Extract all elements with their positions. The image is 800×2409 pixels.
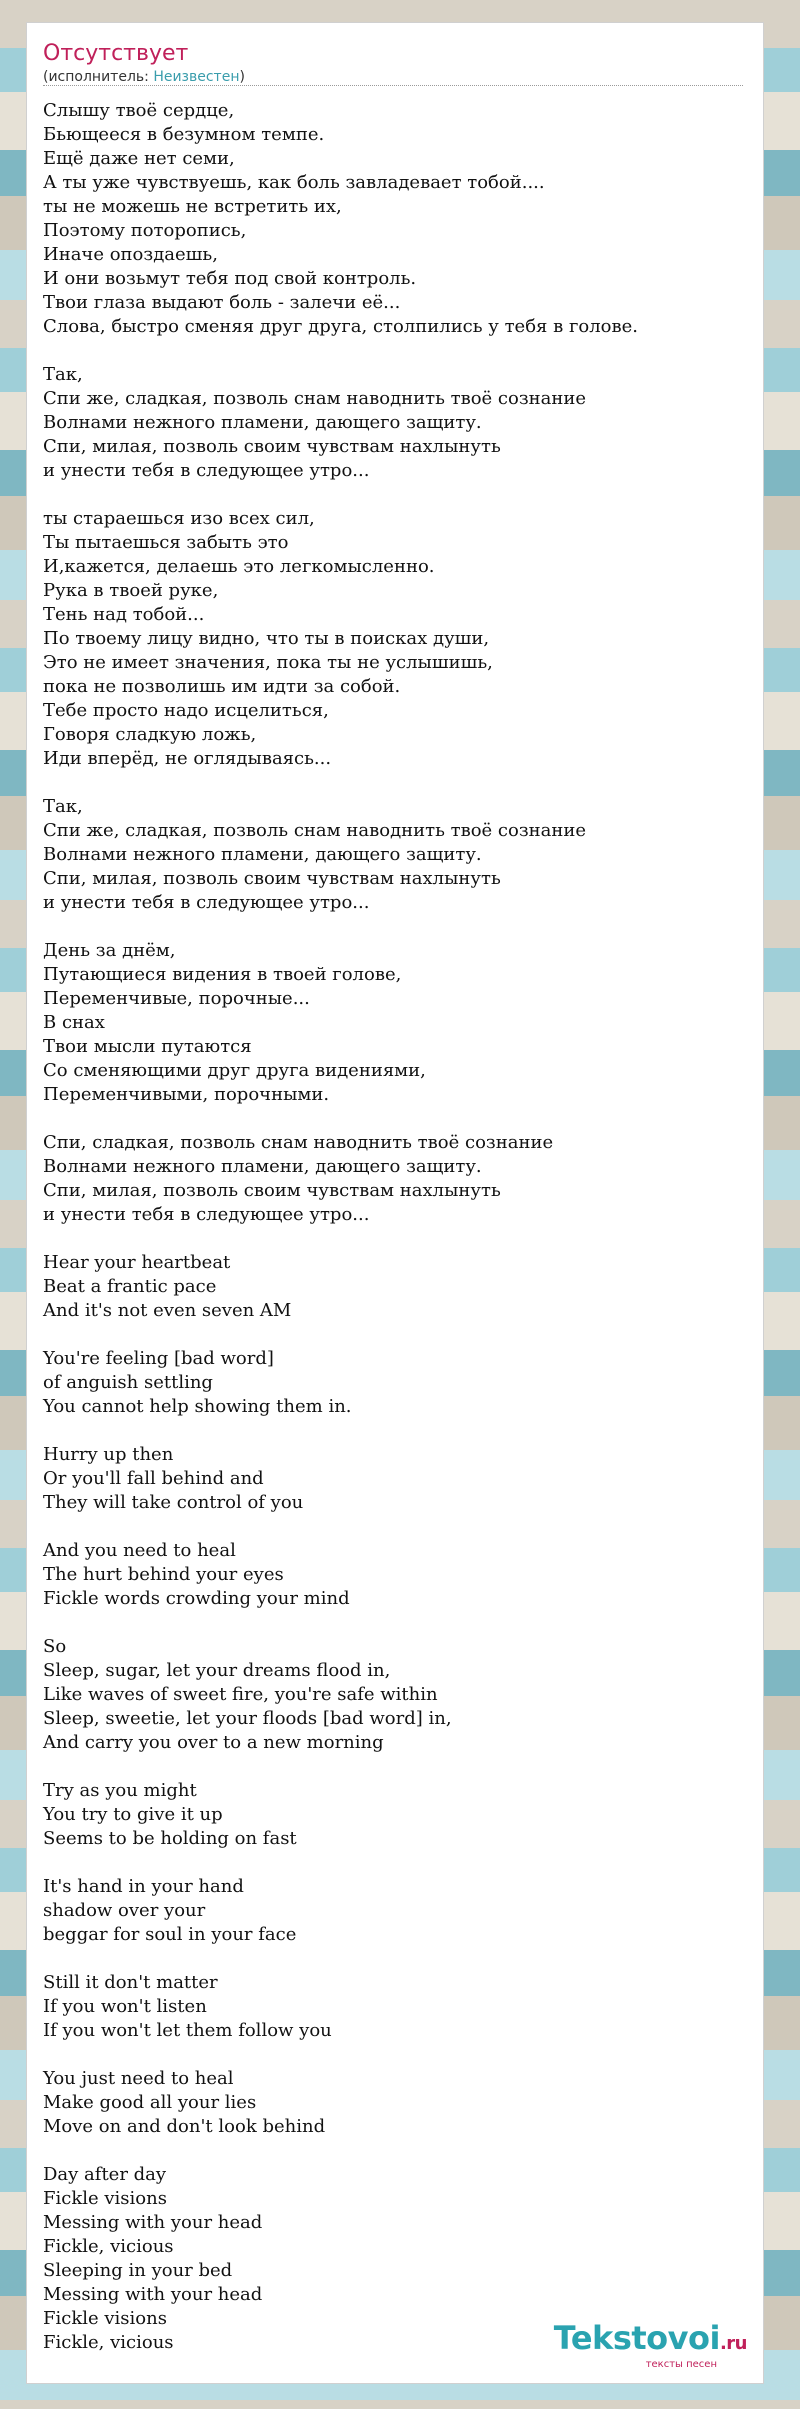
artist-link[interactable]: Неизвестен [153, 69, 240, 85]
lyric-line: Fickle visions [43, 2188, 167, 2209]
lyric-line: Спи, милая, позволь своим чувствам нахлынуть [43, 1180, 501, 1201]
lyric-line: По твоему лицу видно, что ты в поисках души, [43, 628, 490, 649]
lyric-line: So [43, 1636, 67, 1657]
lyric-line: Ещё даже нет семи, [43, 148, 235, 169]
stanza-break [43, 771, 743, 795]
artist-prefix: (исполнитель: [43, 69, 154, 85]
lyric-line: Со сменяющими друг друга видениями, [43, 1060, 426, 1081]
lyric-line: Иначе опоздаешь, [43, 244, 218, 265]
lyric-line: И они возьмут тебя под свой контроль. [43, 268, 417, 289]
lyric-line: А ты уже чувствуешь, как боль завладевает тобой.... [43, 172, 545, 193]
lyric-line: Sleep, sugar, let your dreams flood in, [43, 1660, 391, 1681]
artist-suffix: ) [239, 69, 245, 85]
lyric-line: And it's not even seven AM [43, 1300, 292, 1321]
lyric-line: of anguish settling [43, 1372, 213, 1393]
lyric-line: Рука в твоей руке, [43, 580, 219, 601]
lyric-line: Волнами нежного пламени, дающего защиту. [43, 1156, 482, 1177]
lyric-line: Путающиеся видения в твоей голове, [43, 964, 402, 985]
lyric-line: Волнами нежного пламени, дающего защиту. [43, 844, 482, 865]
stanza-break [43, 1755, 743, 1779]
lyric-line: ты стараешься изо всех сил, [43, 508, 315, 529]
lyric-line: The hurt behind your eyes [43, 1564, 284, 1585]
lyric-line: beggar for soul in your face [43, 1924, 297, 1945]
lyric-line: Это не имеет значения, пока ты не услышишь, [43, 652, 493, 673]
lyric-line: В снах [43, 1012, 105, 1033]
lyric-line: Ты пытаешься забыть это [43, 532, 289, 553]
artist-line [43, 69, 245, 85]
lyric-line: и унести тебя в следующее утро... [43, 892, 370, 913]
lyric-line: You try to give it up [43, 1804, 223, 1825]
lyric-line: Beat a frantic pace [43, 1276, 217, 1297]
lyric-line: Fickle, vicious [43, 2332, 174, 2353]
lyric-line: ты не можешь не встретить их, [43, 196, 342, 217]
logo-name: Tekstovoi [553, 2319, 720, 2357]
lyric-line: You cannot help showing them in. [43, 1396, 352, 1417]
lyric-line: If you won't let them follow you [43, 2020, 332, 2041]
lyric-line: И,кажется, делаешь это легкомысленно. [43, 556, 435, 577]
lyric-line: And you need to heal [43, 1540, 236, 1561]
stanza-break [43, 1851, 743, 1875]
lyric-line: Try as you might [43, 1780, 197, 1801]
stanza-break [43, 2043, 743, 2067]
stanza-break [43, 1107, 743, 1131]
lyric-line: Fickle visions [43, 2308, 167, 2329]
logo-tagline: тексты песен [645, 2359, 717, 2370]
lyric-line: пока не позволишь им идти за собой. [43, 676, 401, 697]
lyric-line: Говоря сладкую ложь, [43, 724, 257, 745]
lyric-line: They will take control of you [43, 1492, 304, 1513]
lyric-line: Messing with your head [43, 2212, 263, 2233]
lyric-line: Sleep, sweetie, let your floods [bad word] in, [43, 1708, 452, 1729]
lyric-line: и унести тебя в следующее утро... [43, 1204, 370, 1225]
lyric-line: Sleeping in your bed [43, 2260, 233, 2281]
lyric-line: Так, [43, 796, 83, 817]
lyric-line: Твои глаза выдают боль - залечи её... [43, 292, 401, 313]
lyric-line: Seems to be holding on fast [43, 1828, 297, 1849]
lyric-line: Волнами нежного пламени, дающего защиту. [43, 412, 482, 433]
lyric-line: Спи, сладкая, позволь снам наводнить твоё сознание [43, 1132, 554, 1153]
stanza-break [43, 1419, 743, 1443]
stanza-break [43, 2139, 743, 2163]
lyric-line: Make good all your lies [43, 2092, 257, 2113]
lyric-line: Спи, милая, позволь своим чувствам нахлынуть [43, 868, 501, 889]
lyric-line: Спи, милая, позволь своим чувствам нахлынуть [43, 436, 501, 457]
stanza-break [43, 915, 743, 939]
lyric-line: Спи же, сладкая, позволь снам наводнить твоё сознание [43, 388, 587, 409]
lyric-line: Слова, быстро сменяя друг друга, столпились у тебя в голове. [43, 316, 639, 337]
lyric-line: Or you'll fall behind and [43, 1468, 264, 1489]
song-header [43, 41, 743, 86]
lyric-line: и унести тебя в следующее утро... [43, 460, 370, 481]
lyric-line: Спи же, сладкая, позволь снам наводнить твоё сознание [43, 820, 587, 841]
lyric-line: Переменчивые, порочные... [43, 988, 310, 1009]
lyric-line: Fickle, vicious [43, 2236, 174, 2257]
lyric-line: It's hand in your hand [43, 1876, 244, 1897]
lyric-line: Fickle words crowding your mind [43, 1588, 350, 1609]
lyric-line: Слышу твоё сердце, [43, 100, 235, 121]
lyrics-page [26, 22, 764, 2384]
lyric-line: Твои мысли путаются [43, 1036, 252, 1057]
lyric-line: Поэтому поторопись, [43, 220, 247, 241]
lyric-line: You're feeling [bad word] [43, 1348, 274, 1369]
logo-wordmark [554, 2321, 747, 2361]
lyric-line: Messing with your head [43, 2284, 263, 2305]
lyric-line: shadow over your [43, 1900, 206, 1921]
lyric-line: And carry you over to a new morning [43, 1732, 384, 1753]
lyric-line: You just need to heal [43, 2068, 234, 2089]
logo-tld: .ru [719, 2333, 747, 2354]
song-title: Отсутствует [43, 41, 189, 66]
lyric-line: Тень над тобой... [43, 604, 205, 625]
lyric-line: Иди вперёд, не оглядываясь... [43, 748, 332, 769]
lyric-line: Так, [43, 364, 83, 385]
stanza-break [43, 1611, 743, 1635]
lyric-line: Hear your heartbeat [43, 1252, 231, 1273]
lyric-line: Hurry up then [43, 1444, 174, 1465]
lyric-line: Still it don't matter [43, 1972, 218, 1993]
lyric-line: Переменчивыми, порочными. [43, 1084, 330, 1105]
lyric-line: Move on and don't look behind [43, 2116, 326, 2137]
site-logo[interactable] [554, 2321, 747, 2371]
stanza-break [43, 483, 743, 507]
lyrics-text [43, 99, 743, 2355]
stanza-break [43, 339, 743, 363]
stanza-break [43, 1515, 743, 1539]
lyric-line: Бьющееся в безумном темпе. [43, 124, 325, 145]
stanza-break [43, 1227, 743, 1251]
lyric-line: День за днём, [43, 940, 176, 961]
lyric-line: If you won't listen [43, 1996, 207, 2017]
stanza-break [43, 1947, 743, 1971]
lyric-line: Тебе просто надо исцелиться, [43, 700, 329, 721]
lyric-line: Day after day [43, 2164, 167, 2185]
lyric-line: Like waves of sweet fire, you're safe within [43, 1684, 438, 1705]
stanza-break [43, 1323, 743, 1347]
